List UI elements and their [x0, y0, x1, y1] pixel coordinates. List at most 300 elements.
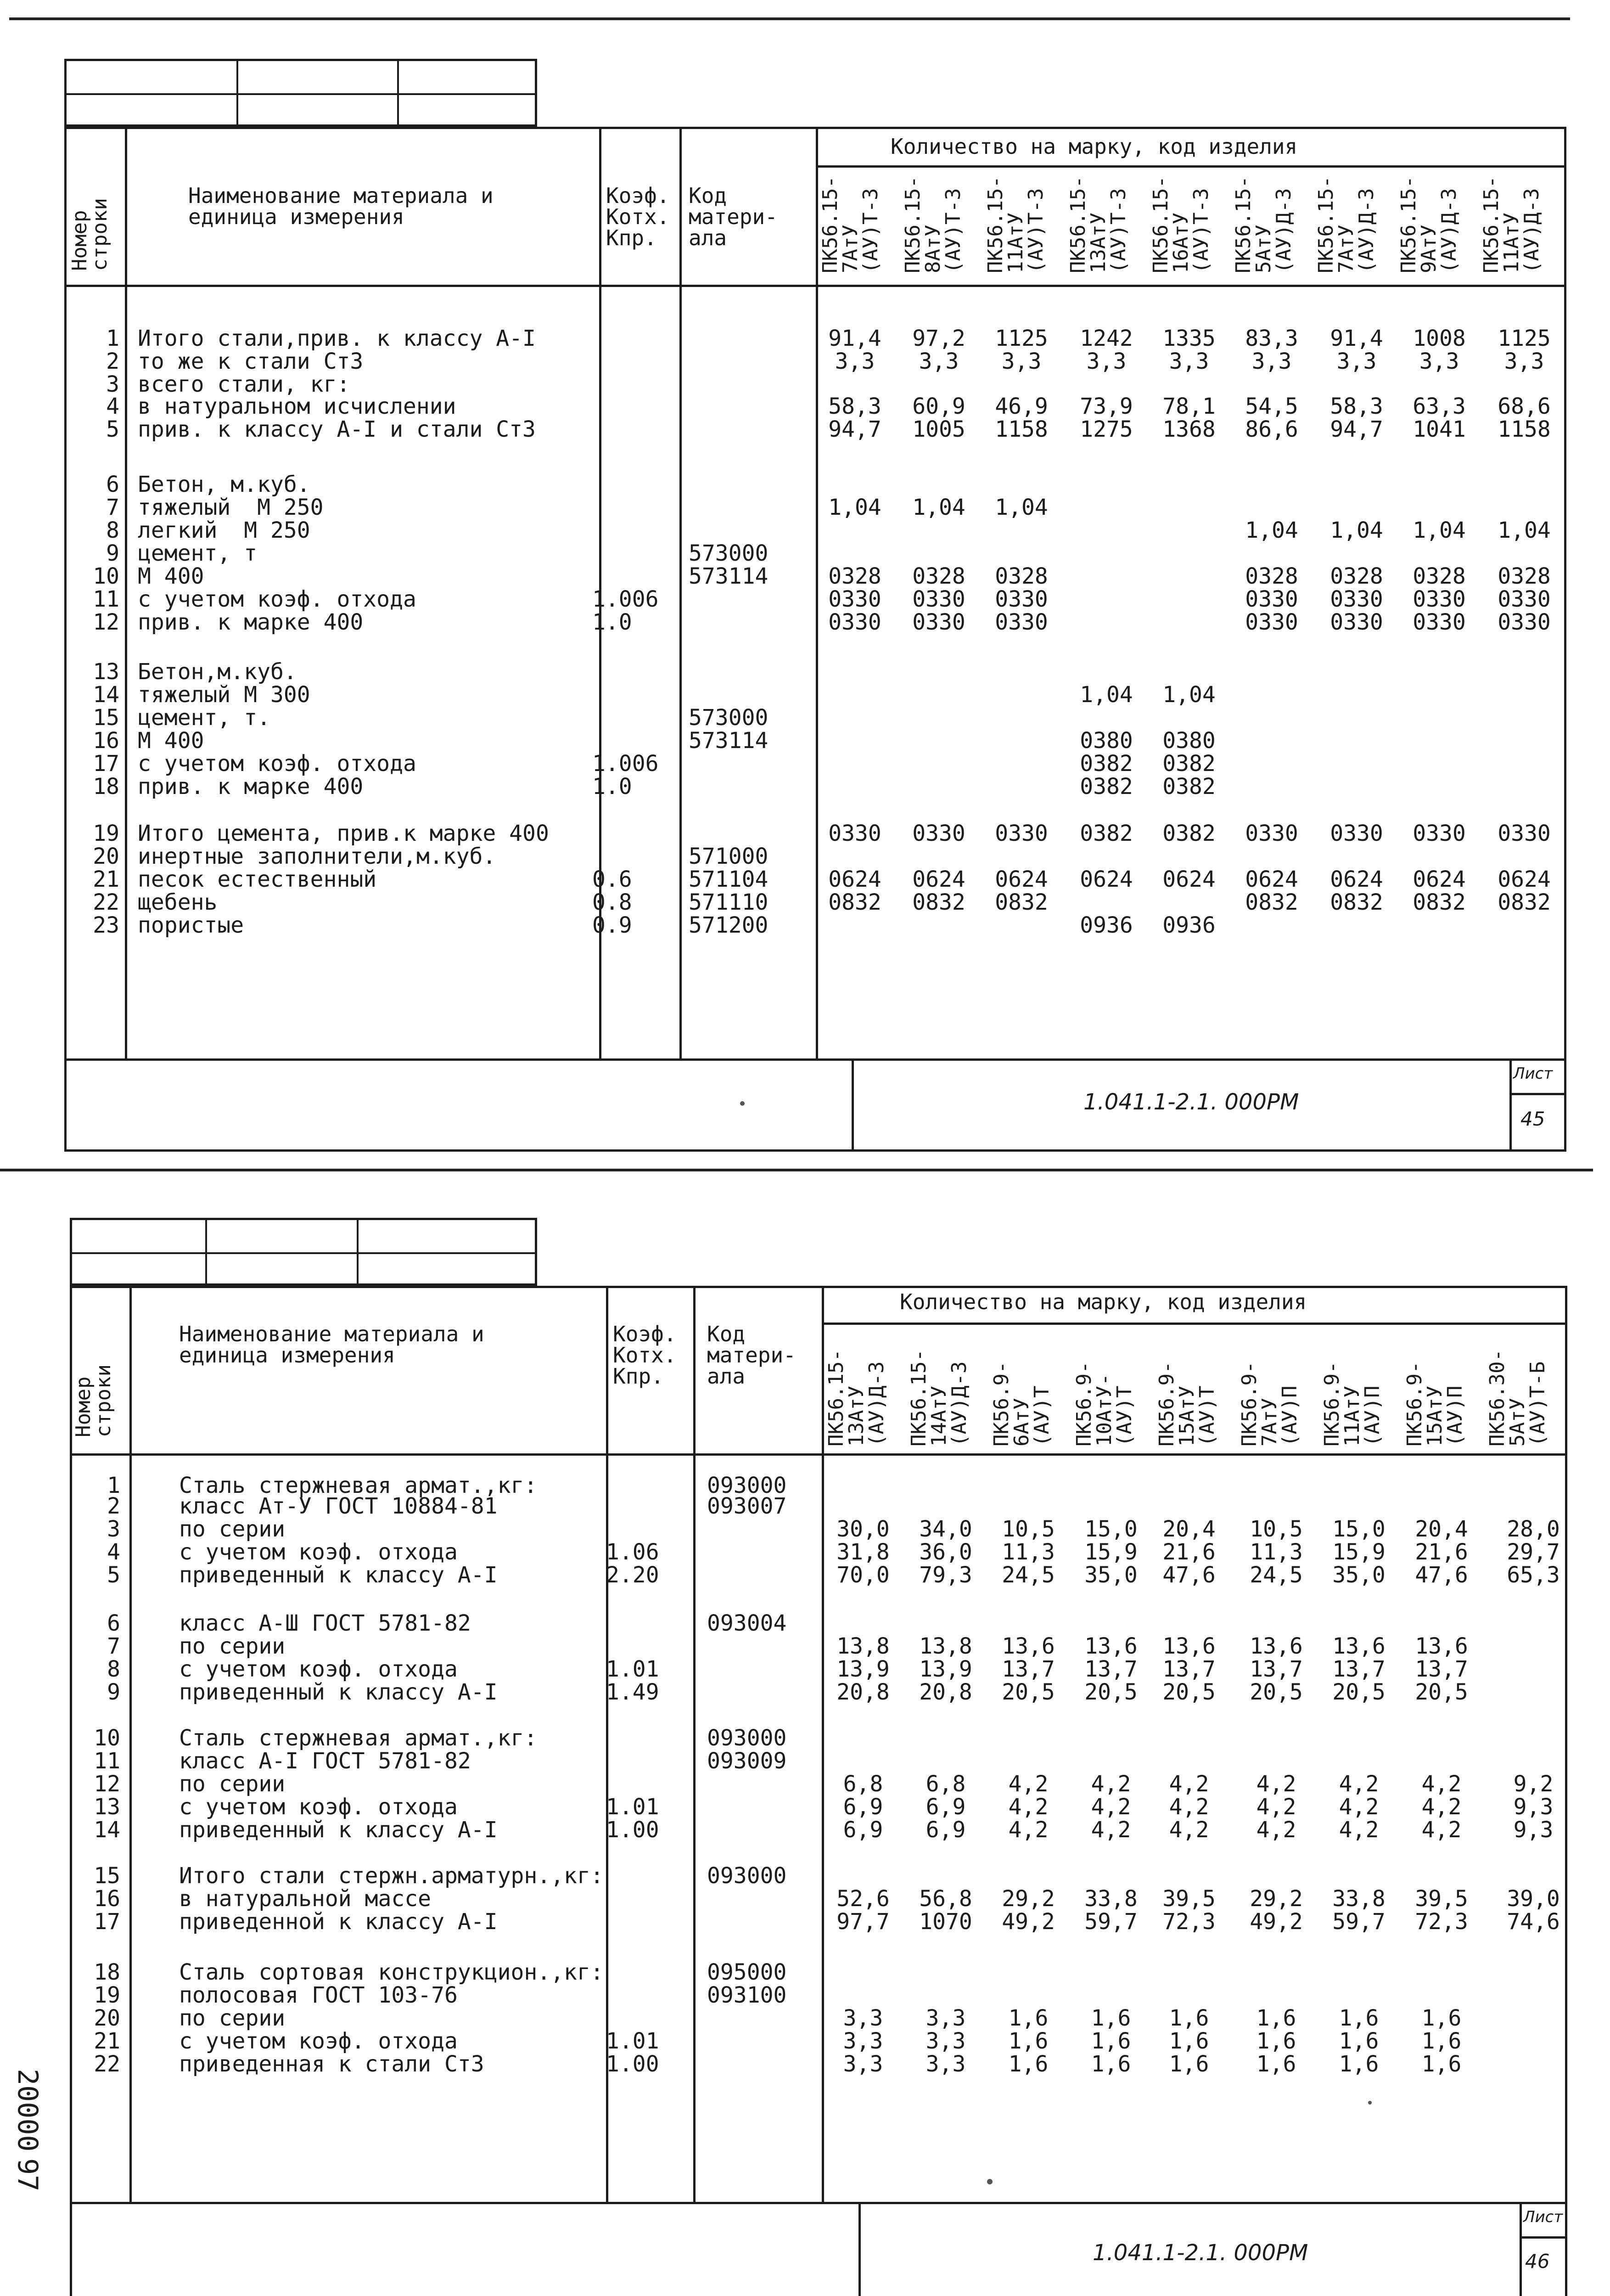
quantity-cell: 15,9	[1084, 1539, 1138, 1565]
quantity-cell: 9,2	[1513, 1771, 1554, 1797]
material-name: Бетон, м.куб.	[138, 472, 310, 497]
material-name: Итого стали стержн.арматурн.,кг:	[179, 1863, 604, 1889]
quantity-cell: 0380	[1162, 728, 1216, 754]
material-name: прив. к марке 400	[138, 609, 364, 635]
quantity-cell: 0330	[912, 609, 965, 635]
quantity-cell: 13,6	[1162, 1633, 1216, 1659]
quantity-cell: 20,5	[1250, 1679, 1303, 1705]
quantity-cell: 1,04	[828, 495, 881, 520]
quantity-cell: 0328	[1413, 563, 1466, 589]
sheet-number: 46	[1525, 2250, 1550, 2273]
header-name: Наименование материала и единица измерения	[188, 183, 494, 229]
material-name: цемент, т	[138, 540, 258, 566]
material-name: щебень	[138, 889, 218, 915]
row-number: 2	[107, 1493, 120, 1519]
column-header: ПК56.9- 15АтУ (АУ)П	[1403, 1361, 1467, 1446]
quantity-cell: 58,3	[1330, 394, 1383, 419]
material-name: по серии	[179, 1771, 286, 1797]
quantity-cell: 35,0	[1084, 1562, 1138, 1588]
quantity-cell: 4,2	[1169, 1817, 1209, 1843]
header-row-no: Номер строки	[72, 1364, 115, 1437]
coefficient: 1.0	[592, 609, 632, 635]
quantity-cell: 65,3	[1507, 1562, 1560, 1588]
quantity-cell: 1242	[1080, 326, 1133, 351]
column-header: ПК56.15- 9АтУ (АУ)Д-3	[1397, 176, 1461, 273]
material-name: класс А-I ГОСТ 5781-82	[179, 1748, 471, 1774]
row-number: 15	[94, 1863, 120, 1889]
quantity-cell: 13,9	[836, 1656, 890, 1682]
quantity-cell: 1,6	[1169, 2028, 1209, 2054]
quantity-cell: 0330	[1245, 609, 1298, 635]
column-header: ПК56.9- 15АтУ (АУ)Т	[1155, 1361, 1219, 1446]
material-name: Итого стали,прив. к классу А-I	[138, 326, 536, 351]
header-coef: Коэф. Котх. Кпр.	[606, 183, 670, 250]
quantity-cell: 0330	[1330, 609, 1383, 635]
row-number: 3	[106, 371, 119, 397]
material-code: 093100	[707, 1982, 787, 2008]
quantity-cell: 0330	[912, 586, 965, 612]
quantity-cell: 3,3	[926, 2051, 966, 2077]
quantity-cell: 0330	[995, 586, 1048, 612]
material-code: 093004	[707, 1610, 787, 1636]
quantity-cell: 0936	[1162, 912, 1216, 938]
quantity-cell: 0832	[1498, 889, 1551, 915]
row-number: 11	[94, 1748, 120, 1774]
column-header: ПК56.9- 6АтУ (АУ)Т	[990, 1361, 1054, 1446]
material-name: песок естественный	[138, 867, 377, 892]
quantity-cell: 83,3	[1245, 326, 1298, 351]
quantity-cell: 0330	[1498, 609, 1551, 635]
row-number: 11	[93, 586, 119, 612]
quantity-cell: 3,3	[843, 2005, 883, 2031]
row-number: 13	[94, 1794, 120, 1820]
quantity-cell: 1,6	[1008, 2005, 1049, 2031]
quantity-cell: 0330	[828, 586, 881, 612]
quantity-cell: 4,2	[1256, 1794, 1296, 1820]
coefficient: 1.00	[606, 2051, 659, 2077]
quantity-cell: 1,04	[1330, 518, 1383, 543]
header-coef: Коэф. Котх. Кпр.	[613, 1322, 677, 1389]
quantity-cell: 4,2	[1339, 1794, 1379, 1820]
quantity-cell: 4,2	[1339, 1771, 1379, 1797]
quantity-cell: 1070	[919, 1909, 972, 1935]
quantity-cell: 47,6	[1162, 1562, 1216, 1588]
material-name: приведенной к классу А-I	[179, 1909, 498, 1935]
row-number: 10	[94, 1725, 120, 1751]
row-number: 4	[107, 1539, 120, 1565]
quantity-cell: 1,6	[1421, 2028, 1462, 2054]
quantity-cell: 4,2	[1339, 1817, 1379, 1843]
quantity-cell: 1,6	[1256, 2051, 1296, 2077]
row-number: 21	[94, 2028, 120, 2054]
coefficient: 1.06	[606, 1539, 659, 1565]
material-name: цемент, т.	[138, 705, 270, 731]
material-name: всего стали, кг:	[138, 371, 350, 397]
material-name: полосовая ГОСТ 103-76	[179, 1982, 458, 2008]
quantity-cell: 54,5	[1245, 394, 1298, 419]
quantity-cell: 3,3	[1001, 349, 1042, 374]
quantity-cell: 1005	[912, 416, 965, 442]
quantity-cell: 74,6	[1507, 1909, 1560, 1935]
material-name: с учетом коэф. отхода	[138, 586, 416, 612]
material-name: с учетом коэф. отхода	[179, 2028, 458, 2054]
quantity-cell: 1,04	[1080, 682, 1133, 708]
quantity-cell: 1125	[1498, 326, 1551, 351]
material-code: 571200	[689, 912, 769, 938]
quantity-cell: 49,2	[1002, 1909, 1055, 1935]
row-number: 7	[106, 495, 119, 520]
quantity-cell: 6,9	[926, 1794, 966, 1820]
quantity-cell: 0330	[1245, 821, 1298, 846]
quantity-cell: 1,6	[1339, 2051, 1379, 2077]
column-header: ПК56.30- 5АтУ (АУ)Т-Б	[1486, 1349, 1549, 1446]
row-number: 17	[94, 1909, 120, 1935]
column-header: ПК56.15- 13АтУ (АУ)Т-3	[1066, 176, 1130, 273]
quantity-cell: 78,1	[1162, 394, 1216, 419]
quantity-cell: 59,7	[1084, 1909, 1138, 1935]
material-name: М 400	[138, 563, 204, 589]
quantity-cell: 1,6	[1421, 2005, 1462, 2031]
quantity-cell: 0380	[1080, 728, 1133, 754]
quantity-cell: 1,6	[1091, 2028, 1131, 2054]
row-number: 13	[93, 659, 119, 685]
row-number: 7	[107, 1633, 120, 1659]
quantity-cell: 60,9	[912, 394, 965, 419]
quantity-cell: 11,3	[1250, 1539, 1303, 1565]
doc-designation: 1.041.1-2.1. 000РМ	[1093, 2240, 1308, 2266]
quantity-cell: 97,2	[912, 326, 965, 351]
quantity-cell: 3,3	[1086, 349, 1127, 374]
quantity-cell: 0330	[1498, 586, 1551, 612]
row-number: 5	[106, 416, 119, 442]
quantity-cell: 6,8	[926, 1771, 966, 1797]
coefficient: 2.20	[606, 1562, 659, 1588]
quantity-cell: 79,3	[919, 1562, 972, 1588]
scan-speck	[987, 2179, 993, 2184]
material-code: 573114	[689, 728, 769, 754]
quantity-cell: 13,7	[1332, 1656, 1386, 1682]
row-number: 19	[93, 821, 119, 846]
material-code: 573000	[689, 540, 769, 566]
quantity-cell: 1335	[1162, 326, 1216, 351]
quantity-cell: 3,3	[919, 349, 959, 374]
quantity-cell: 4,2	[1091, 1817, 1131, 1843]
row-number: 1	[106, 326, 119, 351]
quantity-cell: 3,3	[1336, 349, 1377, 374]
quantity-cell: 1368	[1162, 416, 1216, 442]
quantity-cell: 1,6	[1008, 2028, 1049, 2054]
quantity-cell: 0624	[1245, 867, 1298, 892]
quantity-cell: 31,8	[836, 1539, 890, 1565]
material-code: 571110	[689, 889, 769, 915]
quantity-cell: 0330	[1330, 586, 1383, 612]
quantity-cell: 1,6	[1421, 2051, 1462, 2077]
quantity-cell: 1,6	[1091, 2051, 1131, 2077]
top-rule	[9, 17, 1570, 20]
quantity-cell: 97,7	[836, 1909, 890, 1935]
material-name: пористые	[138, 912, 244, 938]
quantity-cell: 1158	[995, 416, 1048, 442]
header-code: Код матери- ала	[689, 183, 778, 250]
quantity-cell: 24,5	[1250, 1562, 1303, 1588]
quantity-cell: 4,2	[1421, 1817, 1462, 1843]
quantity-cell: 1125	[995, 326, 1048, 351]
quantity-cell: 4,2	[1008, 1771, 1049, 1797]
quantity-cell: 1,6	[1008, 2051, 1049, 2077]
quantity-cell: 4,2	[1091, 1794, 1131, 1820]
quantity-cell: 0624	[1413, 867, 1466, 892]
column-header: ПК56.9- 7АтУ (АУ)П	[1238, 1361, 1301, 1446]
quantity-cell: 29,7	[1507, 1539, 1560, 1565]
quantity-cell: 70,0	[836, 1562, 890, 1588]
quantity-cell: 20,8	[836, 1679, 890, 1705]
quantity-cell: 1275	[1080, 416, 1133, 442]
quantity-cell: 13,6	[1332, 1633, 1386, 1659]
quantity-cell: 39,5	[1162, 1886, 1216, 1912]
header-qty: Количество на марку, код изделия	[900, 1289, 1307, 1314]
row-number: 22	[93, 889, 119, 915]
material-name: М 400	[138, 728, 204, 754]
material-code: 093009	[707, 1748, 787, 1774]
quantity-cell: 0382	[1162, 821, 1216, 846]
coefficient: 1.006	[592, 751, 659, 777]
coefficient: 1.006	[592, 586, 659, 612]
quantity-cell: 52,6	[836, 1886, 890, 1912]
row-number: 6	[107, 1610, 120, 1636]
row-number: 12	[93, 609, 119, 635]
material-name: приведенная к стали Ст3	[179, 2051, 484, 2077]
coefficient: 1.01	[606, 1794, 659, 1820]
quantity-cell: 0330	[995, 609, 1048, 635]
row-number: 8	[107, 1656, 120, 1682]
material-code: 571104	[689, 867, 769, 892]
quantity-cell: 13,7	[1084, 1656, 1138, 1682]
row-number: 4	[106, 394, 119, 419]
coefficient: 0.8	[592, 889, 632, 915]
material-name: с учетом коэф. отхода	[179, 1794, 458, 1820]
quantity-cell: 0330	[1245, 586, 1298, 612]
row-number: 17	[93, 751, 119, 777]
quantity-cell: 0624	[1080, 867, 1133, 892]
quantity-cell: 39,5	[1415, 1886, 1468, 1912]
quantity-cell: 3,3	[843, 2051, 883, 2077]
quantity-cell: 0382	[1162, 774, 1216, 799]
quantity-cell: 1,04	[1498, 518, 1551, 543]
quantity-cell: 0330	[828, 821, 881, 846]
column-header: ПК56.15- 5АтУ (АУ)Д-3	[1232, 176, 1296, 273]
quantity-cell: 0328	[1498, 563, 1551, 589]
row-number: 9	[106, 540, 119, 566]
material-name: легкий М 250	[138, 518, 310, 543]
top-stamp	[70, 1218, 537, 1286]
quantity-cell: 3,3	[1169, 349, 1209, 374]
sheet-label: Лист	[1513, 1064, 1553, 1083]
quantity-cell: 0330	[1413, 609, 1466, 635]
header-code: Код матери- ала	[707, 1322, 796, 1389]
quantity-cell: 0330	[1413, 586, 1466, 612]
material-name: с учетом коэф. отхода	[179, 1656, 458, 1682]
quantity-cell: 91,4	[828, 326, 881, 351]
quantity-cell: 3,3	[835, 349, 875, 374]
quantity-cell: 20,4	[1162, 1516, 1216, 1542]
header-qty: Количество на марку, код изделия	[891, 134, 1298, 159]
top-stamp	[64, 59, 537, 127]
quantity-cell: 13,6	[1002, 1633, 1055, 1659]
row-number: 14	[94, 1817, 120, 1843]
material-code: 093000	[707, 1473, 787, 1498]
coefficient: 1.01	[606, 2028, 659, 2054]
material-name: Сталь стержневая армат.,кг:	[179, 1473, 538, 1498]
quantity-cell: 13,8	[919, 1633, 972, 1659]
quantity-cell: 20,5	[1002, 1679, 1055, 1705]
quantity-cell: 46,9	[995, 394, 1048, 419]
quantity-cell: 0382	[1080, 751, 1133, 777]
quantity-cell: 36,0	[919, 1539, 972, 1565]
coefficient: 1.01	[606, 1656, 659, 1682]
quantity-cell: 33,8	[1332, 1886, 1386, 1912]
quantity-cell: 4,2	[1091, 1771, 1131, 1797]
row-number: 16	[94, 1886, 120, 1912]
quantity-cell: 0832	[995, 889, 1048, 915]
quantity-cell: 0328	[1330, 563, 1383, 589]
doc-designation: 1.041.1-2.1. 000РМ	[1083, 1089, 1299, 1115]
quantity-cell: 0382	[1080, 821, 1133, 846]
quantity-cell: 47,6	[1415, 1562, 1468, 1588]
header-row-no: Номер строки	[68, 198, 112, 271]
quantity-cell: 1,6	[1339, 2028, 1379, 2054]
separator-rule	[0, 1169, 1593, 1171]
quantity-cell: 1,04	[1162, 682, 1216, 708]
quantity-cell: 13,7	[1250, 1656, 1303, 1682]
quantity-cell: 72,3	[1415, 1909, 1468, 1935]
column-header: ПК56.15- 8АтУ (АУ)Т-3	[901, 176, 965, 273]
coefficient: 1.0	[592, 774, 632, 799]
material-name: Бетон,м.куб.	[138, 659, 297, 685]
quantity-cell: 63,3	[1413, 394, 1466, 419]
quantity-cell: 73,9	[1080, 394, 1133, 419]
material-name: приведенный к классу А-I	[179, 1817, 498, 1843]
quantity-cell: 4,2	[1421, 1794, 1462, 1820]
quantity-cell: 20,4	[1415, 1516, 1468, 1542]
quantity-cell: 1041	[1413, 416, 1466, 442]
quantity-cell: 91,4	[1330, 326, 1383, 351]
column-header: ПК56.15- 14АтУ (АУ)Д-3	[907, 1349, 971, 1446]
quantity-cell: 13,7	[1002, 1656, 1055, 1682]
quantity-cell: 1,04	[995, 495, 1048, 520]
quantity-cell: 30,0	[836, 1516, 890, 1542]
quantity-cell: 0330	[912, 821, 965, 846]
quantity-cell: 0330	[1413, 821, 1466, 846]
row-number: 15	[93, 705, 119, 731]
row-number: 19	[94, 1982, 120, 2008]
material-code: 571000	[689, 844, 769, 869]
sheet-number: 45	[1520, 1108, 1545, 1130]
quantity-cell: 13,6	[1250, 1633, 1303, 1659]
material-code: 573000	[689, 705, 769, 731]
quantity-cell: 0624	[828, 867, 881, 892]
row-number: 6	[106, 472, 119, 497]
quantity-cell: 58,3	[828, 394, 881, 419]
quantity-cell: 86,6	[1245, 416, 1298, 442]
quantity-cell: 4,2	[1169, 1771, 1209, 1797]
row-number: 20	[94, 2005, 120, 2031]
quantity-cell: 1,6	[1339, 2005, 1379, 2031]
quantity-cell: 3,3	[1251, 349, 1292, 374]
quantity-cell: 20,5	[1415, 1679, 1468, 1705]
quantity-cell: 3,3	[926, 2005, 966, 2031]
quantity-cell: 1,6	[1169, 2005, 1209, 2031]
material-name: прив. к марке 400	[138, 774, 364, 799]
quantity-cell: 4,2	[1008, 1817, 1049, 1843]
quantity-cell: 1,04	[912, 495, 965, 520]
quantity-cell: 94,7	[828, 416, 881, 442]
material-name: по серии	[179, 1516, 286, 1542]
coefficient: 0.6	[592, 867, 632, 892]
quantity-cell: 0330	[1330, 821, 1383, 846]
row-number: 3	[107, 1516, 120, 1542]
quantity-cell: 11,3	[1002, 1539, 1055, 1565]
quantity-cell: 0328	[1245, 563, 1298, 589]
row-number: 23	[93, 912, 119, 938]
material-name: тяжелый М 300	[138, 682, 310, 708]
material-name: класс А-Ш ГОСТ 5781-82	[179, 1610, 471, 1636]
coefficient: 1.49	[606, 1679, 659, 1705]
material-name: с учетом коэф. отхода	[138, 751, 416, 777]
quantity-cell: 20,5	[1084, 1679, 1138, 1705]
quantity-cell: 3,3	[1504, 349, 1544, 374]
quantity-cell: 4,2	[1256, 1817, 1296, 1843]
quantity-cell: 6,9	[843, 1794, 883, 1820]
material-code: 093000	[707, 1863, 787, 1889]
quantity-cell: 4,2	[1169, 1794, 1209, 1820]
quantity-cell: 0832	[1413, 889, 1466, 915]
quantity-cell: 24,5	[1002, 1562, 1055, 1588]
column-header: ПК56.15- 11АтУ (АУ)Т-3	[984, 176, 1048, 273]
column-header: ПК56.9- 11АтУ (АУ)П	[1320, 1361, 1384, 1446]
row-number: 22	[94, 2051, 120, 2077]
quantity-cell: 1,6	[1256, 2005, 1296, 2031]
material-name: приведенный к классу А-I	[179, 1679, 498, 1705]
quantity-cell: 15,9	[1332, 1539, 1386, 1565]
coefficient: 0.9	[592, 912, 632, 938]
column-header: ПК56.15- 16АтУ (АУ)Т-3	[1149, 176, 1213, 273]
coefficient: 1.00	[606, 1817, 659, 1843]
quantity-cell: 39,0	[1507, 1886, 1560, 1912]
quantity-cell: 29,2	[1002, 1886, 1055, 1912]
quantity-cell: 6,9	[843, 1817, 883, 1843]
quantity-cell: 0832	[828, 889, 881, 915]
quantity-cell: 1,6	[1256, 2028, 1296, 2054]
quantity-cell: 3,3	[926, 2028, 966, 2054]
column-header: ПК56.15- 11АтУ (АУ)Д-3	[1480, 176, 1543, 273]
material-name: Сталь стержневая армат.,кг:	[179, 1725, 538, 1751]
quantity-cell: 0328	[828, 563, 881, 589]
quantity-cell: 0624	[1330, 867, 1383, 892]
quantity-cell: 4,2	[1421, 1771, 1462, 1797]
quantity-cell: 94,7	[1330, 416, 1383, 442]
spec-table	[64, 127, 1566, 1152]
quantity-cell: 0330	[1498, 821, 1551, 846]
material-name: инертные заполнители,м.куб.	[138, 844, 496, 869]
quantity-cell: 1,04	[1245, 518, 1298, 543]
quantity-cell: 9,3	[1513, 1817, 1554, 1843]
quantity-cell: 20,5	[1332, 1679, 1386, 1705]
quantity-cell: 13,6	[1415, 1633, 1468, 1659]
column-header: ПК56.15- 7АтУ (АУ)Т-3	[819, 176, 882, 273]
quantity-cell: 4,2	[1256, 1771, 1296, 1797]
quantity-cell: 13,7	[1162, 1656, 1216, 1682]
quantity-cell: 56,8	[919, 1886, 972, 1912]
